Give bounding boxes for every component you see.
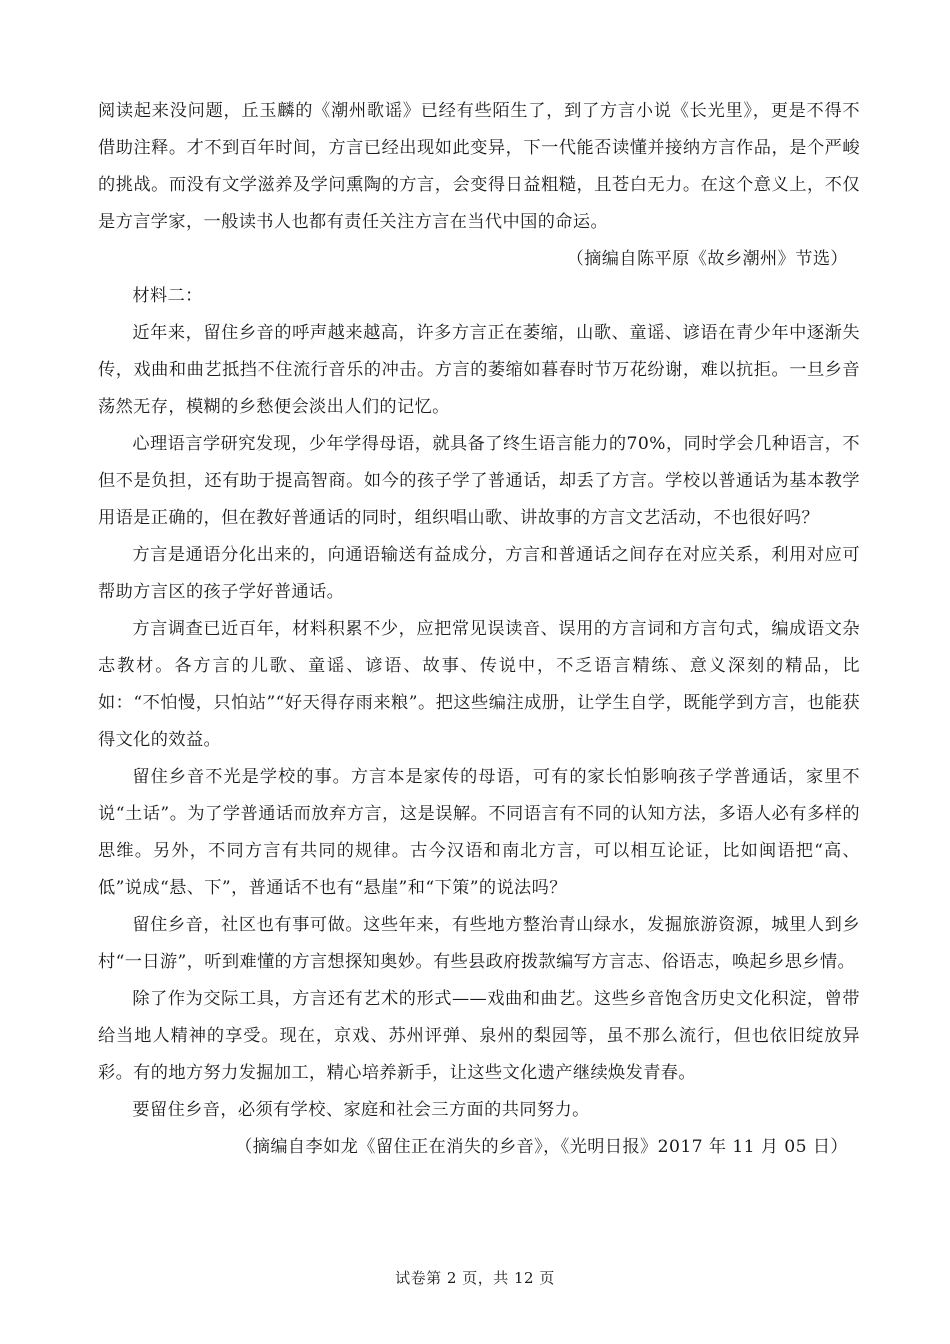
paragraph: 留住乡音，社区也有事可做。这些年来，有些地方整治青山绿水，发掘旅游资源，城里人到乡村“一日游”，听到难懂的方言想探知奥妙。有些县政府拨款编写方言志、俗语志，唤起乡思乡情。	[98, 915, 860, 972]
paragraph: 方言调查已近百年，材料积累不少，应把常见误读音、误用的方言词和方言句式，编成语文杂志教材。各方言的儿歌、童谣、谚语、故事、传说中，不乏语言精练、意义深刻的精品，比如：“不怕慢，只怕站”“好天得存雨来粮”。把这些编注成册，让学生自学，既能学到方言，也能获得文化的效益。	[98, 619, 860, 750]
paragraph: 心理语言学研究发现，少年学得母语，就具备了终生语言能力的70%，同时学会几种语言，不但不是负担，还有助于提高智商。如今的孩子学了普通话，却丢了方言。学校以普通话为基本教学用语是正确的，但在教好普通话的同时，组织唱山歌、讲故事的方言文艺活动，不也很好吗？	[98, 434, 860, 528]
page-footer: 试卷第 2 页，共 12 页	[395, 1269, 555, 1287]
paragraph: 方言是通语分化出来的，向通语输送有益成分，方言和普通话之间存在对应关系，利用对应可帮助方言区的孩子学好普通话。	[98, 545, 860, 602]
material-one-source: （摘编自陈平原《故乡潮州》节选）	[566, 249, 848, 269]
material-two-heading: 材料二：	[132, 286, 203, 306]
paragraph: 要留住乡音，必须有学校、家庭和社会三方面的共同努力。	[132, 1100, 590, 1120]
material-one-closing-paragraph: 阅读起来没问题，丘玉麟的《潮州歌谣》已经有些陌生了，到了方言小说《长光里》，更是不得不借助注释。才不到百年时间，方言已经出现如此变异，下一代能否读懂并接纳方言作品，是个严峻的挑战。而没有文学滋养及学问熏陶的方言，会变得日益粗糙，且苍白无力。在这个意义上，不仅是方言学家，一般读书人也都有责任关注方言在当代中国的命运。	[98, 101, 860, 232]
paragraph: 近年来，留住乡音的呼声越来越高，许多方言正在萎缩，山歌、童谣、谚语在青少年中逐渐失传，戏曲和曲艺抵挡不住流行音乐的冲击。方言的萎缩如暮春时节万花纷谢，难以抗拒。一旦乡音荡然无存，模糊的乡愁便会淡出人们的记忆。	[98, 323, 860, 417]
paragraph: 除了作为交际工具，方言还有艺术的形式——戏曲和曲艺。这些乡音饱含历史文化积淀，曾带给当地人精神的享受。现在，京戏、苏州评弹、泉州的梨园等，虽不那么流行，但也依旧绽放异彩。有的地方努力发掘加工，精心培养新手，让这些文化遗产继续焕发青春。	[98, 989, 860, 1083]
material-two-source: （摘编自李如龙《留住正在消失的乡音》，《光明日报》2017 年 11 月 05 日）	[235, 1137, 848, 1157]
paragraph: 留住乡音不光是学校的事。方言本是家传的母语，可有的家长怕影响孩子学普通话，家里不说“土话”。为了学普通话而放弃方言，这是误解。不同语言有不同的认知方法，多语人必有多样的思维。另外，不同方言有共同的规律。古今汉语和南北方言，可以相互论证，比如闽语把“高、低”说成“悬、下”，普通话不也有“悬崖”和“下策”的说法吗？	[98, 767, 860, 898]
page-content	[98, 93, 860, 1166]
